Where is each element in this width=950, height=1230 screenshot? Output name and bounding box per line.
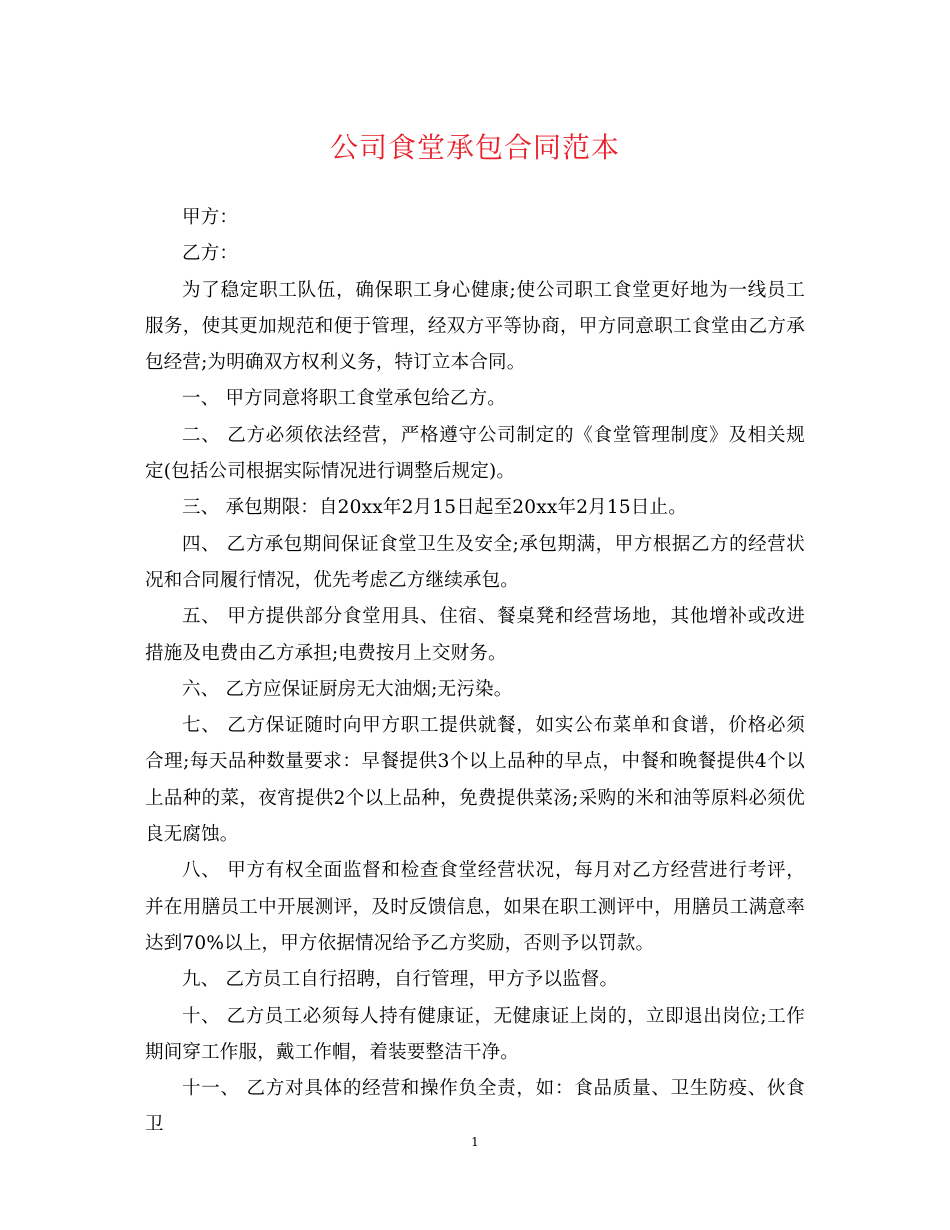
clause-4: 四、 乙方承包期间保证食堂卫生及安全;承包期满，甲方根据乙方的经营状况和合同履行情况，优先考虑乙方继续承包。 [145,533,805,591]
document-title: 公司食堂承包合同范本 [329,131,620,164]
clause-2: 二、 乙方必须依法经营，严格遵守公司制定的《食堂管理制度》及相关规定(包括公司根据实际情况进行调整后规定)。 [145,424,805,483]
clause-3: 三、 承包期限：自20xx年2月15日起至20xx年2月15日止。 [182,497,687,519]
document-body [145,200,805,1144]
clause-10: 十、 乙方员工必须每人持有健康证，无健康证上岗的，立即退出岗位;工作期间穿工作服，戴工作帽，着装要整洁干净。 [145,1005,805,1063]
party-a-line: 甲方： [182,207,239,228]
party-b-line: 乙方： [182,243,239,265]
clause-1: 一、 甲方同意将职工食堂承包给乙方。 [182,388,506,410]
clause-11: 十一、 乙方对具体的经营和操作负全责，如：食品质量、卫生防疫、伙食卫 [145,1078,805,1136]
page-number: 1 [471,1135,479,1149]
clause-5: 五、 甲方提供部分食堂用具、住宿、餐桌凳和经营场地，其他增补或改进措施及电费由乙方承担;电费按月上交财务。 [145,606,805,664]
clause-9: 九、 乙方员工自行招聘，自行管理，甲方予以监督。 [182,969,619,991]
clause-8: 八、 甲方有权全面监督和检查食堂经营状况，每月对乙方经营进行考评，并在用膳员工中开展测评，及时反馈信息，如果在职工测评中，用膳员工满意率达到70%以上，甲方依据情况给予乙方奖励，否则予以罚款。 [145,860,805,954]
clause-7: 七、 乙方保证随时向甲方职工提供就餐，如实公布菜单和食谱，价格必须合理;每天品种数量要求：早餐提供3个以上品种的早点，中餐和晚餐提供4个以上品种的菜，夜宵提供2个以上品种，免费提供菜汤;采购的米和油等原料必须优良无腐蚀。 [145,715,805,846]
clause-6: 六、 乙方应保证厨房无大油烟;无污染。 [182,678,513,700]
preamble-paragraph: 为了稳定职工队伍，确保职工身心健康;使公司职工食堂更好地为一线员工服务，使其更加规范和便于管理，经双方平等协商，甲方同意职工食堂由乙方承包经营;为明确双方权利义务，特订立本合同。 [145,279,805,374]
